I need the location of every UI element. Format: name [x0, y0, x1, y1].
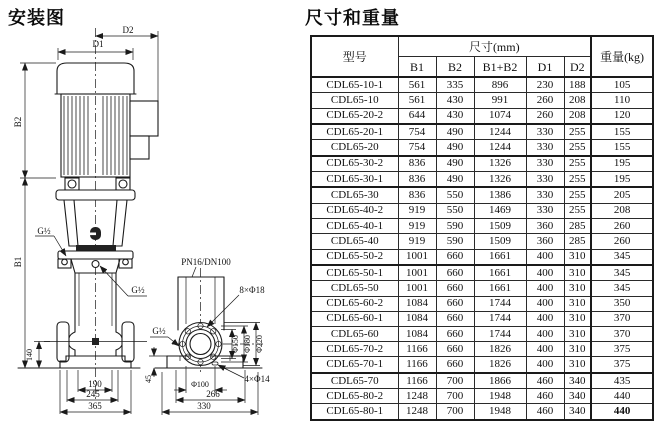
dim-label-190: 190 — [88, 379, 102, 389]
dim-label-266: 266 — [206, 389, 220, 399]
table-row — [311, 187, 653, 203]
brand-logo — [88, 227, 101, 240]
col-header-b1b2: B1+B2 — [474, 57, 526, 78]
dimension-cell: 400 — [526, 311, 564, 326]
dimension-cell: 335 — [436, 77, 474, 93]
dimension-cell: 255 — [564, 203, 591, 218]
dim-label-45: 45 — [144, 375, 153, 383]
table-row — [311, 77, 653, 93]
dimension-cell: 1166 — [398, 373, 436, 389]
dimension-cell: 340 — [564, 373, 591, 389]
model-cell: CDL65-30-1 — [311, 172, 398, 188]
foot-bolt-right — [119, 180, 127, 188]
model-cell: CDL65-20-2 — [311, 108, 398, 124]
dimension-cell: 836 — [398, 187, 436, 203]
dimension-cell: 360 — [526, 219, 564, 234]
dimension-cell: 255 — [564, 156, 591, 172]
model-cell: CDL65-60-2 — [311, 296, 398, 311]
table-row — [311, 389, 653, 404]
table-row — [311, 172, 653, 188]
dimension-cell: 660 — [436, 357, 474, 373]
dimension-cell: 590 — [436, 234, 474, 249]
weight-cell: 120 — [591, 108, 653, 124]
dimension-cell: 285 — [564, 234, 591, 249]
dimension-cell: 310 — [564, 281, 591, 296]
dimension-cell: 754 — [398, 140, 436, 156]
model-cell: CDL65-40 — [311, 234, 398, 249]
dim-label-330: 330 — [197, 401, 211, 411]
dimension-cell: 430 — [436, 93, 474, 108]
dimension-cell: 400 — [526, 265, 564, 281]
dimension-cell: 490 — [436, 140, 474, 156]
dimension-cell: 644 — [398, 108, 436, 124]
dimension-cell: 255 — [564, 172, 591, 188]
model-cell: CDL65-40-2 — [311, 203, 398, 218]
dimension-cell: 660 — [436, 311, 474, 326]
terminal-box-lower — [130, 136, 149, 159]
dimension-cell: 400 — [526, 249, 564, 265]
dim-label-140: 140 — [25, 349, 34, 361]
vent-plug-port — [92, 261, 99, 268]
dimension-cell: 460 — [526, 389, 564, 404]
dimension-cell: 310 — [564, 327, 591, 342]
weight-cell: 350 — [591, 296, 653, 311]
dimension-cell: 836 — [398, 156, 436, 172]
installation-diagram-title: 安装图 — [8, 8, 65, 28]
dimension-cell: 1386 — [474, 187, 526, 203]
dimension-cell: 230 — [526, 77, 564, 93]
dimension-cell: 330 — [526, 156, 564, 172]
dim-label-b1: B1 — [13, 256, 23, 268]
dimension-cell: 1744 — [474, 311, 526, 326]
dimension-cell: 919 — [398, 203, 436, 218]
table-row — [311, 342, 653, 357]
col-header-b2: B2 — [436, 57, 474, 78]
dim-label-b2: B2 — [13, 116, 23, 128]
port-label-g-half-side: G½ — [152, 326, 166, 336]
dimension-cell: 1326 — [474, 172, 526, 188]
dimension-cell: 490 — [436, 124, 474, 140]
weight-cell: 208 — [591, 203, 653, 218]
dimension-cell: 310 — [564, 311, 591, 326]
pump-installation-diagram — [0, 0, 300, 427]
dimension-cell: 919 — [398, 234, 436, 249]
weight-cell: 370 — [591, 311, 653, 326]
stool-leg-right — [113, 200, 127, 246]
shaft-seal-band — [76, 245, 116, 251]
weight-cell: 260 — [591, 219, 653, 234]
dimension-cell: 1661 — [474, 281, 526, 296]
dimension-cell: 330 — [526, 187, 564, 203]
dimension-cell: 1509 — [474, 234, 526, 249]
dimension-cell: 1248 — [398, 389, 436, 404]
dimension-cell: 330 — [526, 140, 564, 156]
dimension-cell: 1744 — [474, 327, 526, 342]
dimension-cell: 400 — [526, 296, 564, 311]
dimension-cell: 1084 — [398, 296, 436, 311]
port-label-g-half-left: G½ — [37, 226, 51, 236]
dimension-cell: 400 — [526, 357, 564, 373]
table-row — [311, 357, 653, 373]
model-cell: CDL65-80-2 — [311, 389, 398, 404]
weight-cell: 260 — [591, 234, 653, 249]
dimension-cell: 400 — [526, 281, 564, 296]
dimension-cell: 188 — [564, 77, 591, 93]
dimension-cell: 919 — [398, 219, 436, 234]
dimension-cell: 561 — [398, 93, 436, 108]
dim-label-365: 365 — [88, 401, 102, 411]
dimension-cell: 340 — [564, 389, 591, 404]
head-lug-right — [119, 259, 132, 268]
dimension-cell: 310 — [564, 249, 591, 265]
dimension-cell: 208 — [564, 93, 591, 108]
dimension-cell: 1661 — [474, 249, 526, 265]
col-header-size-group: 尺寸(mm) — [398, 36, 591, 57]
dimension-cell: 1326 — [474, 156, 526, 172]
dimension-cell: 330 — [526, 172, 564, 188]
col-header-d1: D1 — [526, 57, 564, 78]
dim-label-dia100: Φ100 — [191, 380, 209, 389]
table-row — [311, 296, 653, 311]
terminal-box — [130, 101, 158, 136]
model-cell: CDL65-20 — [311, 140, 398, 156]
dimension-cell: 490 — [436, 172, 474, 188]
dimension-cell: 660 — [436, 327, 474, 342]
dimension-cell: 1509 — [474, 219, 526, 234]
dimensions-weight-title: 尺寸和重量 — [305, 8, 400, 28]
weight-cell: 345 — [591, 265, 653, 281]
dimension-cell: 400 — [526, 342, 564, 357]
col-header-d2: D2 — [564, 57, 591, 78]
pump-side-view — [155, 268, 263, 372]
dimension-cell: 660 — [436, 296, 474, 311]
dimension-cell: 1001 — [398, 281, 436, 296]
dimension-cell: 360 — [526, 234, 564, 249]
model-cell: CDL65-10-1 — [311, 77, 398, 93]
dimension-cell: 340 — [564, 404, 591, 420]
dimension-cell: 991 — [474, 93, 526, 108]
dimension-cell: 330 — [526, 203, 564, 218]
model-cell: CDL65-30-2 — [311, 156, 398, 172]
dim-label-245: 245 — [86, 389, 100, 399]
dimension-cell: 255 — [564, 140, 591, 156]
weight-cell: 205 — [591, 187, 653, 203]
weight-cell: 195 — [591, 156, 653, 172]
table-row — [311, 234, 653, 249]
pump-head-plate — [58, 251, 133, 259]
port-label-g-half-center: G½ — [131, 285, 145, 295]
model-cell: CDL65-30 — [311, 187, 398, 203]
col-header-b1: B1 — [398, 57, 436, 78]
table-row — [311, 327, 653, 342]
model-cell: CDL65-50-1 — [311, 265, 398, 281]
dim-label-dia220: Φ220 — [255, 335, 264, 353]
lug-port-left — [62, 259, 68, 265]
weight-cell: 195 — [591, 172, 653, 188]
dimension-cell: 490 — [436, 156, 474, 172]
dimension-cell: 754 — [398, 124, 436, 140]
weight-cell: 440 — [591, 404, 653, 420]
weight-cell: 155 — [591, 140, 653, 156]
dimension-cell: 1744 — [474, 296, 526, 311]
dimension-cell: 700 — [436, 404, 474, 420]
weight-cell: 110 — [591, 93, 653, 108]
table-row — [311, 373, 653, 389]
flange-spec-label: PN16/DN100 — [181, 257, 231, 267]
base-holes-label: 4×Φ14 — [244, 374, 270, 384]
table-row — [311, 156, 653, 172]
dimension-cell: 460 — [526, 373, 564, 389]
weight-cell: 375 — [591, 357, 653, 373]
foot-bolt-left — [68, 180, 76, 188]
table-row — [311, 219, 653, 234]
dimension-cell: 1469 — [474, 203, 526, 218]
dimension-cell: 561 — [398, 77, 436, 93]
dimension-cell: 550 — [436, 203, 474, 218]
table-row — [311, 140, 653, 156]
dimension-cell: 1166 — [398, 342, 436, 357]
dimension-cell: 430 — [436, 108, 474, 124]
dimension-cell: 460 — [526, 404, 564, 420]
dimension-cell: 590 — [436, 219, 474, 234]
flange-face — [179, 323, 222, 366]
dimension-cell: 255 — [564, 124, 591, 140]
dimension-cell: 1244 — [474, 124, 526, 140]
weight-cell: 105 — [591, 77, 653, 93]
dimension-cell: 310 — [564, 296, 591, 311]
model-cell: CDL65-70 — [311, 373, 398, 389]
dimension-cell: 660 — [436, 281, 474, 296]
dimension-cell: 1166 — [398, 357, 436, 373]
dimension-cell: 1244 — [474, 140, 526, 156]
dimension-cell: 660 — [436, 342, 474, 357]
motor-stool-flange — [56, 190, 135, 200]
model-cell: CDL65-70-1 — [311, 357, 398, 373]
table-row — [311, 249, 653, 265]
head-lug-left — [58, 259, 71, 268]
lug-port-right — [123, 259, 129, 265]
weight-cell: 440 — [591, 389, 653, 404]
bolt-holes-label: 8×Φ18 — [239, 285, 265, 295]
dimension-cell: 310 — [564, 265, 591, 281]
dimension-cell: 1948 — [474, 404, 526, 420]
dimension-cell: 208 — [564, 108, 591, 124]
dimension-cell: 1866 — [474, 373, 526, 389]
model-cell: CDL65-10 — [311, 93, 398, 108]
weight-cell: 345 — [591, 281, 653, 296]
model-cell: CDL65-60-1 — [311, 311, 398, 326]
weight-cell: 435 — [591, 373, 653, 389]
center-plug — [92, 338, 99, 345]
dimension-cell: 260 — [526, 93, 564, 108]
col-header-model: 型号 — [311, 36, 398, 77]
table-row — [311, 108, 653, 124]
anchor-slot — [212, 362, 218, 365]
dimension-cell: 1826 — [474, 342, 526, 357]
dim-label-d2: D2 — [122, 25, 134, 35]
model-cell: CDL65-80-1 — [311, 404, 398, 420]
model-cell: CDL65-70-2 — [311, 342, 398, 357]
model-cell: CDL65-50 — [311, 281, 398, 296]
dimension-cell: 310 — [564, 342, 591, 357]
stool-leg-left — [64, 200, 78, 246]
table-row — [311, 265, 653, 281]
dimension-cell: 660 — [436, 265, 474, 281]
dimension-cell: 1826 — [474, 357, 526, 373]
dimension-cell: 1248 — [398, 404, 436, 420]
col-header-weight: 重量(kg) — [591, 36, 653, 77]
dimension-cell: 700 — [436, 373, 474, 389]
weight-cell: 375 — [591, 342, 653, 357]
dimension-cell: 1074 — [474, 108, 526, 124]
dimension-cell: 1661 — [474, 265, 526, 281]
dimension-cell: 896 — [474, 77, 526, 93]
model-cell: CDL65-50-2 — [311, 249, 398, 265]
model-cell: CDL65-60 — [311, 327, 398, 342]
weight-cell: 370 — [591, 327, 653, 342]
table-row — [311, 203, 653, 218]
dimension-cell: 285 — [564, 219, 591, 234]
table-row — [311, 404, 653, 420]
dimensions-weight-table-wrap — [310, 35, 652, 421]
dim-label-d1: D1 — [92, 39, 104, 49]
weight-cell: 345 — [591, 249, 653, 265]
dimension-cell: 550 — [436, 187, 474, 203]
dimension-cell: 330 — [526, 124, 564, 140]
dimension-cell: 310 — [564, 357, 591, 373]
model-cell: CDL65-40-1 — [311, 219, 398, 234]
dimension-cell: 1084 — [398, 327, 436, 342]
dimension-cell: 700 — [436, 389, 474, 404]
dimension-cell: 255 — [564, 187, 591, 203]
model-cell: CDL65-20-1 — [311, 124, 398, 140]
dimension-cell: 660 — [436, 249, 474, 265]
table-row — [311, 281, 653, 296]
table-row — [311, 124, 653, 140]
dimension-cell: 1001 — [398, 265, 436, 281]
dimension-cell: 260 — [526, 108, 564, 124]
dim-label-dia150: Φ150 — [231, 335, 240, 353]
table-row — [311, 93, 653, 108]
dimension-cell: 1001 — [398, 249, 436, 265]
weight-cell: 155 — [591, 124, 653, 140]
dimension-cell: 400 — [526, 327, 564, 342]
dim-label-dia180: Φ180 — [243, 335, 252, 353]
dimension-cell: 836 — [398, 172, 436, 188]
dimension-cell: 1948 — [474, 389, 526, 404]
table-row — [311, 311, 653, 326]
dimensions-weight-table — [310, 35, 654, 421]
dimension-cell: 1084 — [398, 311, 436, 326]
